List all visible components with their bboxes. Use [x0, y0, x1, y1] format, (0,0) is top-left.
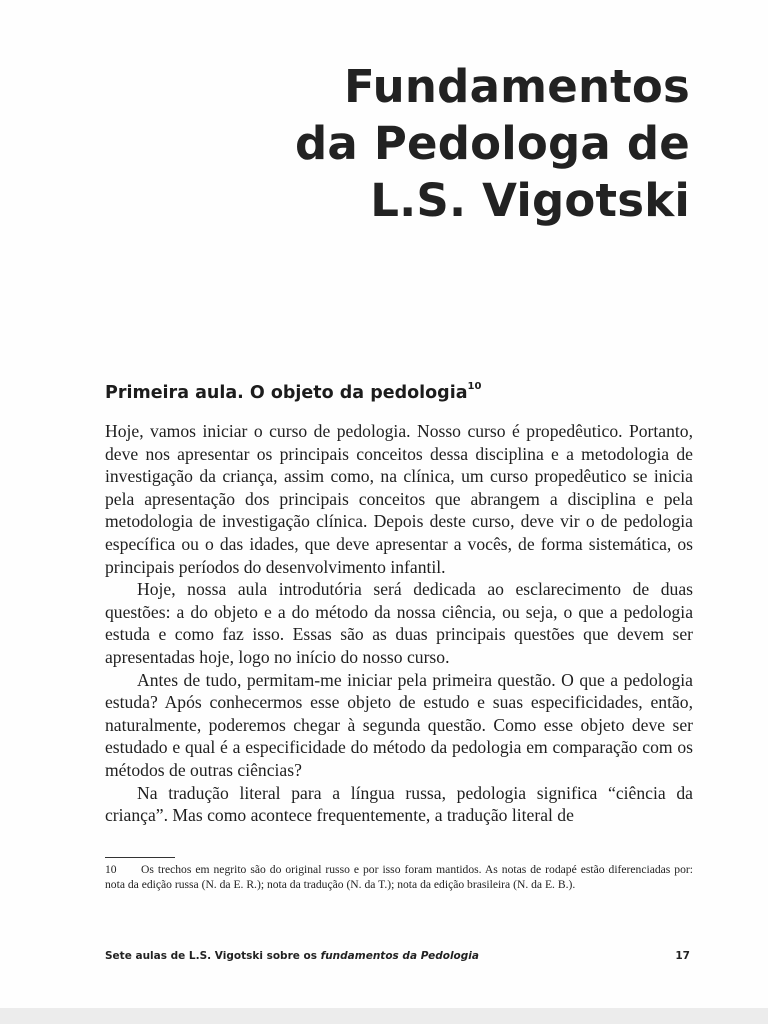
- section-heading: [105, 383, 481, 403]
- paragraph-3: Antes de tudo, permitam-me iniciar pela primeira questão. O que a pedologia estuda? Após conhecermos esse objeto de estudo e suas especificidades, então, naturalmente, poderemos chegar à segunda questão. Como esse objeto deve ser estudado e qual é a especificidade do método da pedologia em comparação com os métodos de outras ciências?: [105, 669, 693, 780]
- chapter-title: [190, 58, 690, 229]
- chapter-title-line-2: da Pedologa de: [295, 117, 690, 170]
- body-text: [105, 420, 693, 827]
- footnote-number: 10: [105, 863, 117, 876]
- running-footer: [105, 950, 479, 962]
- running-footer-prefix: Sete aulas de L.S. Vigotski sobre os: [105, 950, 321, 962]
- chapter-title-line-1: Fundamentos: [343, 60, 690, 113]
- footnote-divider: [105, 857, 175, 858]
- section-heading-text: Primeira aula. O objeto da pedologia: [105, 383, 468, 403]
- chapter-title-line-3: L.S. Vigotski: [370, 174, 690, 227]
- paragraph-2: Hoje, nossa aula introdutória será dedicada ao esclarecimento de duas questões: a do objeto e a do método da nossa ciência, ou seja, o que a pedologia estuda e como faz isso. Essas são as duas principais questões que devem ser apresentadas hoje, logo no início do nosso curso.: [105, 579, 693, 667]
- paragraph-4: Na tradução literal para a língua russa, pedologia significa “ciência da criança”. Mas como acontece frequentemente, a tradução literal de: [105, 782, 693, 826]
- page-number: 17: [675, 950, 690, 962]
- page-bottom-edge: [0, 1008, 768, 1024]
- paragraph-1: Hoje, vamos iniciar o curso de pedologia. Nosso curso é propedêutico. Portanto, deve nos apresentar os principais conceitos dessa disciplina e a metodologia de investigação da criança, assim como, na clínica, um curso propedêutico se inicia pela apresentação dos principais conceitos que abrangem a disciplina e pela metodologia de investigação clínica. Depois deste curso, deve vir o de pedologia específica ou o das idades, que deve apresentar a vocês, de forma sistemática, os principais períodos do desenvolvimento infantil.: [105, 421, 693, 577]
- footnote-reference: 10: [467, 381, 482, 393]
- footnote-text: Os trechos em negrito são do original russo e por isso foram mantidos. As notas de rodapé estão diferenciadas por: nota da edição russa (N. da E. R.); nota da tradução (N. da T.); nota da edição brasileira (N. da E. B.).: [105, 863, 693, 891]
- running-footer-emphasis: fundamentos da Pedologia: [320, 950, 479, 962]
- footnote: [105, 862, 693, 892]
